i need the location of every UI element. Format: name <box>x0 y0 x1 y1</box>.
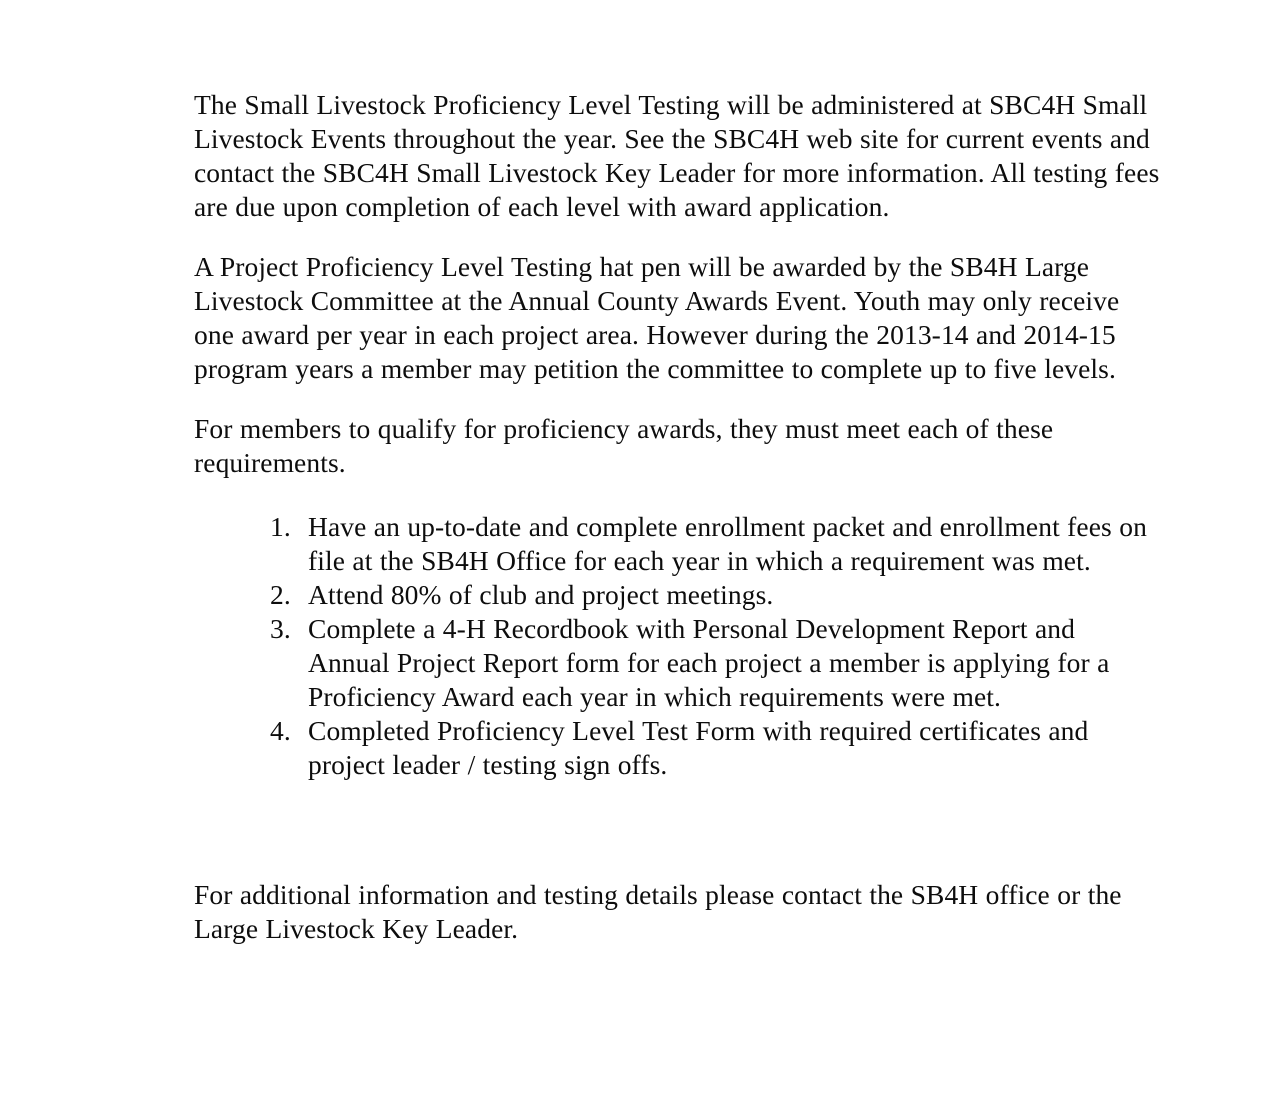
list-item-number: 2. <box>270 579 291 610</box>
list-item <box>270 612 1162 714</box>
list-item-text: Complete a 4-H Recordbook with Personal Development Report and Annual Project Report form for each project a member is applying for a Proficiency Award each year in which requirements were met. <box>308 613 1110 712</box>
paragraph-hat-pen-award: A Project Proficiency Level Testing hat pen will be awarded by the SB4H Large Livestock Committee at the Annual County Awards Event. Youth may only receive one award per year in each project area. However during the 2013-14 and 2014-15 program years a member may petition the committee to complete up to five levels. <box>194 251 1120 384</box>
list-item-text: Have an up-to-date and complete enrollment packet and enrollment fees on file at the SB4H Office for each year in which a requirement was met. <box>308 511 1147 576</box>
section-spacer <box>194 782 1162 878</box>
document-body <box>194 88 1162 946</box>
list-item-number: 3. <box>270 613 291 644</box>
paragraph-requirements-lead-in: For members to qualify for proficiency awards, they must meet each of these requirements. <box>194 413 1054 478</box>
paragraph-closing-contact: For additional information and testing details please contact the SB4H office or the Large Livestock Key Leader. <box>194 879 1122 944</box>
list-item-number: 4. <box>270 715 291 746</box>
list-item <box>270 510 1162 578</box>
list-item-number: 1. <box>270 511 291 542</box>
requirements-list-block <box>194 510 1162 782</box>
list-item <box>270 578 1162 612</box>
requirements-list <box>194 510 1162 782</box>
list-item-text: Completed Proficiency Level Test Form with required certificates and project leader / testing sign offs. <box>308 715 1089 780</box>
list-item <box>270 714 1162 782</box>
list-item-text: Attend 80% of club and project meetings. <box>308 579 774 610</box>
paragraph-intro: The Small Livestock Proficiency Level Testing will be administered at SBC4H Small Livestock Events throughout the year. See the SBC4H web site for current events and contact the SBC4H Small Livestock Key Leader for more information. All testing fees are due upon completion of each level with award application. <box>194 89 1160 222</box>
